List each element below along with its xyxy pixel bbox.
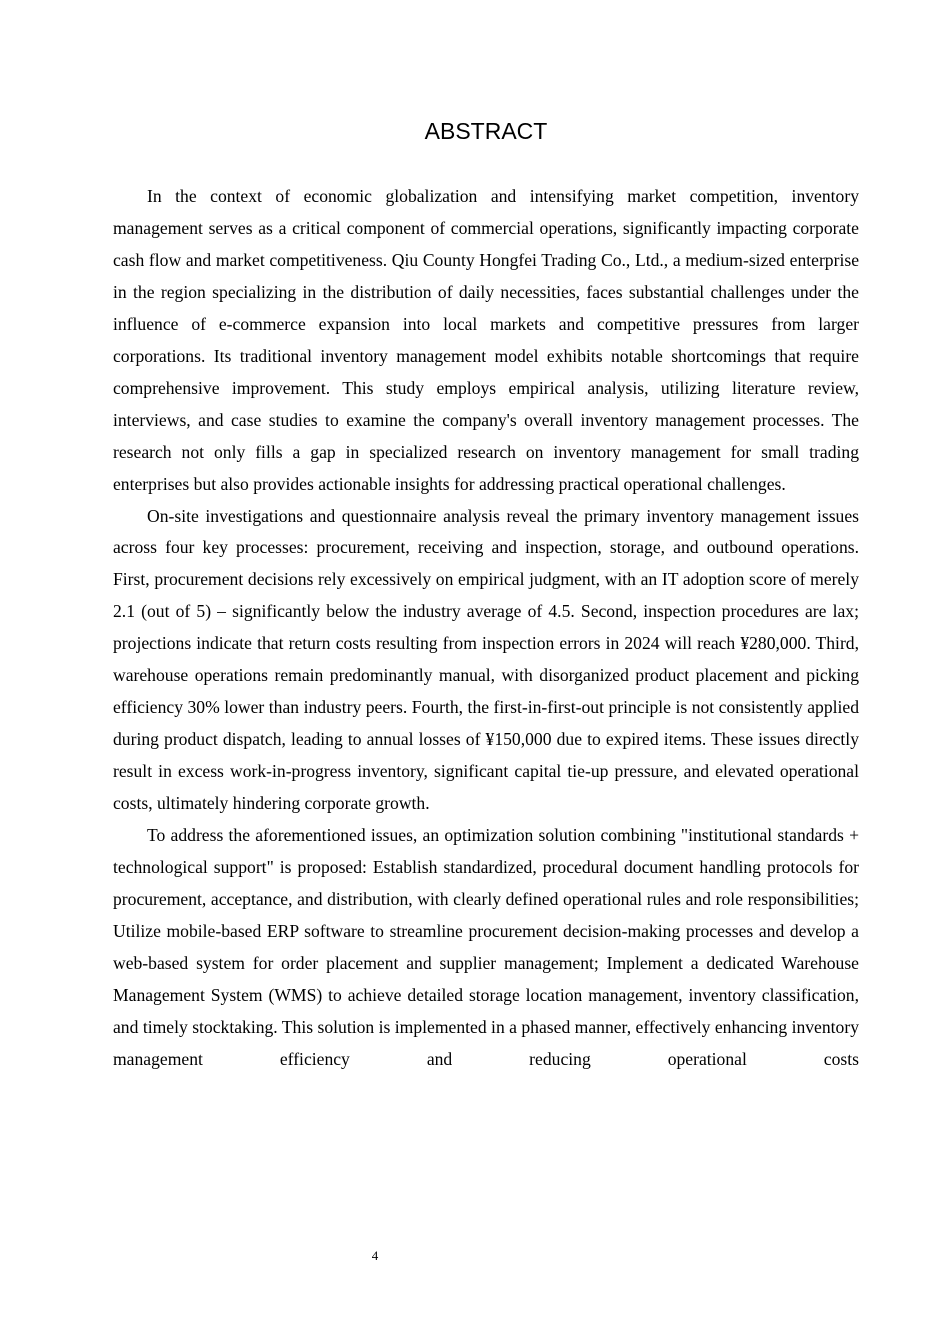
abstract-body — [113, 181, 859, 1076]
page-number: 4 — [371, 1248, 379, 1263]
abstract-title: ABSTRACT — [424, 118, 548, 144]
abstract-paragraph-1: In the context of economic globalization and intensifying market competition, inventory management serves as a critical component of commercial operations, significantly impacting corporate cash flow and market competitiveness. Qiu County Hongfei Trading Co., Ltd., a medium-sized enterprise in the region specializing in the distribution of daily necessities, faces substantial challenges under the influence of e-commerce expansion into local markets and competitive pressures from larger corporations. Its traditional inventory management model exhibits notable shortcomings that require comprehensive improvement. This study employs empirical analysis, utilizing literature review, interviews, and case studies to examine the company's overall inventory management processes. The research not only fills a gap in specialized research on inventory management for small trading enterprises but also provides actionable insights for addressing practical operational challenges. — [113, 186, 859, 494]
abstract-paragraph-2: On-site investigations and questionnaire analysis reveal the primary inventory management issues across four key processes: procurement, receiving and inspection, storage, and outbound operations. First, procurement decisions rely excessively on empirical judgment, with an IT adoption score of merely 2.1 (out of 5) – significantly below the industry average of 4.5. Second, inspection procedures are lax; projections indicate that return costs resulting from inspection errors in 2024 will reach ¥280,000. Third, warehouse operations remain predominantly manual, with disorganized product placement and picking efficiency 30% lower than industry peers. Fourth, the first-in-first-out principle is not consistently applied during product dispatch, leading to annual losses of ¥150,000 due to expired items. These issues directly result in excess work-in-progress inventory, significant capital tie-up pressure, and elevated operational costs, ultimately hindering corporate growth. — [113, 505, 859, 814]
abstract-paragraph-3: To address the aforementioned issues, an optimization solution combining "institutional standards + technological support" is proposed: Establish standardized, procedural document handling protocols for procurement, acceptance, and distribution, with clearly defined operational rules and role responsibilities; Utilize mobile-based ERP software to streamline procurement decision-making processes and develop a web-based system for order placement and supplier management; Implement a dedicated Warehouse Management System (WMS) to achieve detailed storage location management, inventory classification, and timely stocktaking. This solution is implemented in a phased manner, effectively enhancing inventory management efficiency and reducing operational costs — [113, 825, 859, 1069]
